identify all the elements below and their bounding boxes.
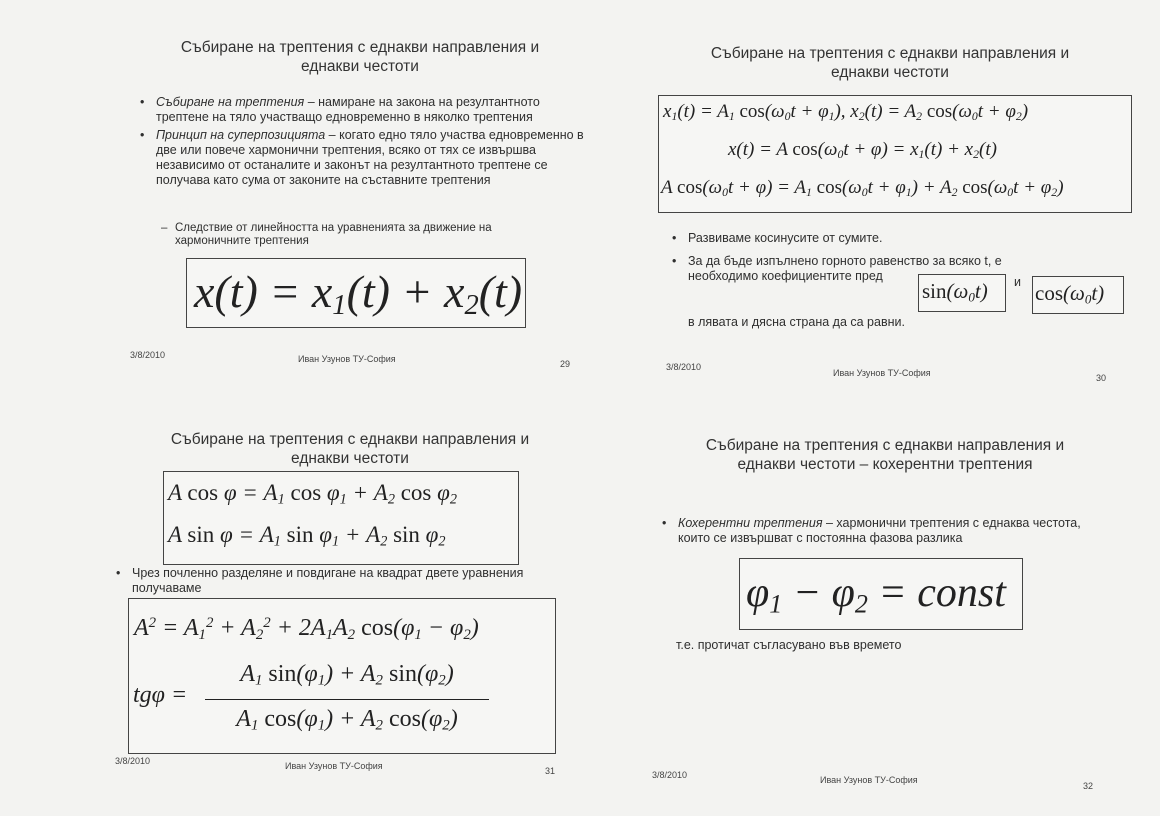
bullet-term: Принцип на суперпозицията xyxy=(156,128,326,142)
footer-date: 3/8/2010 xyxy=(666,362,702,372)
bullet-item xyxy=(672,231,1108,246)
fraction-denominator: $A_1$ $\cos(\varphi_1) + A_2$ $\cos(\varphi_2)$ xyxy=(236,705,458,734)
bullet-dot-icon: • xyxy=(140,95,145,109)
note-text: т.е. протичат съгласувано във времето xyxy=(676,638,902,652)
slide-title: Събиране на трептения с еднакви направления и еднакви честоти xyxy=(710,45,1070,81)
slide-title: Събиране на трептения с еднакви направления и еднакви честоти xyxy=(180,39,540,75)
sin-term: $\sin(\omega_0t)$ xyxy=(922,279,988,305)
cos-term: $\cos(\omega_0t)$ xyxy=(1035,281,1105,307)
footer-date: 3/8/2010 xyxy=(115,756,151,766)
formula-a-cos: A $\cos(\omega_0t + \varphi) = A_1$ $\cos(\omega_0t + \varphi_1) + A_2$ $\cos(\omega_0t + \varphi_2)$ xyxy=(661,177,1064,199)
bullet-item xyxy=(116,566,572,596)
footer-author: Иван Узунов ТУ-София xyxy=(820,775,918,785)
page-number: 30 xyxy=(1096,373,1107,383)
footer-author: Иван Узунов ТУ-София xyxy=(833,368,931,378)
slide-29 xyxy=(0,0,584,408)
bullet-dot-icon: • xyxy=(672,254,677,268)
bullet-dot-icon: • xyxy=(672,231,677,245)
formula-x-sum: x(t) = A $\cos(\omega_0t + \varphi) = x_1(t) + x_2(t)$ xyxy=(728,139,997,161)
bullet-dot-icon: • xyxy=(140,128,145,142)
footer-date: 3/8/2010 xyxy=(652,770,688,780)
bullet-item xyxy=(140,95,596,125)
formula-coherence: $\varphi_1 - \varphi_2$ = const xyxy=(746,570,1006,619)
formula-x1-x2: $x_1(t) = A_1$ $\cos(\omega_0t + \varphi_1)$, $x_2(t) = A_2$ $\cos(\omega_0t + \varphi_2)$ xyxy=(663,101,1029,123)
slide-30 xyxy=(580,0,1160,408)
formula-a-cos-phi: A $\cos \varphi = A_1$ $\cos \varphi_1 + A_2$ $\cos \varphi_2$ xyxy=(168,480,457,508)
formula-superposition: $x(t) = x_1(t) + x_2(t)$ xyxy=(194,266,523,322)
page-number: 32 xyxy=(1083,781,1094,791)
slide-31 xyxy=(0,408,580,816)
slide-title: Събиране на трептения с еднакви направления и еднакви честоти – кохерентни трептения xyxy=(705,437,1065,473)
bullet-text: – намиране на закона на резултантното трептене на тяло участващо едновременно в няколко трептения xyxy=(156,95,540,124)
bullet-text: Развиваме косинусите от сумите. xyxy=(688,231,883,245)
page-number: 29 xyxy=(560,359,571,369)
bullet-term: Събиране на трептения xyxy=(156,95,305,109)
sub-bullet-text: Следствие от линейността на уравненията за движение на хармоничните трептения xyxy=(175,222,492,247)
conjunction-and: и xyxy=(1014,275,1021,289)
slide-32 xyxy=(580,408,1160,816)
footer-date: 3/8/2010 xyxy=(130,350,166,360)
formula-tg-fraction xyxy=(205,656,489,744)
bullet-item xyxy=(140,128,586,188)
formula-a-sin-phi: A $\sin \varphi = A_1$ $\sin \varphi_1 + A_2$ $\sin \varphi_2$ xyxy=(168,522,446,550)
bullet-text: – хармонични трептения с еднаква честота, които се извършват с постоянна фазова разлика xyxy=(678,516,1081,545)
footer-author: Иван Узунов ТУ-София xyxy=(285,761,383,771)
page-number: 31 xyxy=(545,766,556,776)
footer-author: Иван Узунов ТУ-София xyxy=(298,354,396,364)
sub-bullet-item xyxy=(161,222,535,248)
bullet-item xyxy=(672,254,1068,284)
bullet-term: Кохерентни трептения xyxy=(678,516,823,530)
slide-title: Събиране на трептения с еднакви направления и еднакви честоти xyxy=(170,431,530,467)
bullet-dot-icon: • xyxy=(662,516,667,530)
dash-icon: – xyxy=(161,222,168,234)
bullet-continuation: в лявата и дясна страна да са равни. xyxy=(688,315,905,329)
bullet-text: Чрез почленно разделяне и повдигане на квадрат двете уравнения получаваме xyxy=(132,566,524,595)
bullet-text: За да бъде изпълнено горното равенство за всяко t, е необходимо коефициентите пред xyxy=(688,254,1002,283)
formula-tg-label: tgφ = xyxy=(133,682,188,708)
bullet-text: – когато едно тяло участва едновременно в две или повече хармонични трептения, всяко от тях се извършва независимо от останалите и законът на резултантното трептене се получава като сума от законите на съставните трептения xyxy=(156,128,584,187)
bullet-dot-icon: • xyxy=(116,566,121,580)
fraction-numerator: $A_1$ $\sin(\varphi_1) + A_2$ $\sin(\varphi_2)$ xyxy=(240,661,454,689)
formula-amplitude-squared: $A^2 = A_1^2 + A_2^2 + 2A_1A_2$ $\cos(\varphi_1 - \varphi_2)$ xyxy=(134,615,479,643)
bullet-item xyxy=(662,516,1098,546)
